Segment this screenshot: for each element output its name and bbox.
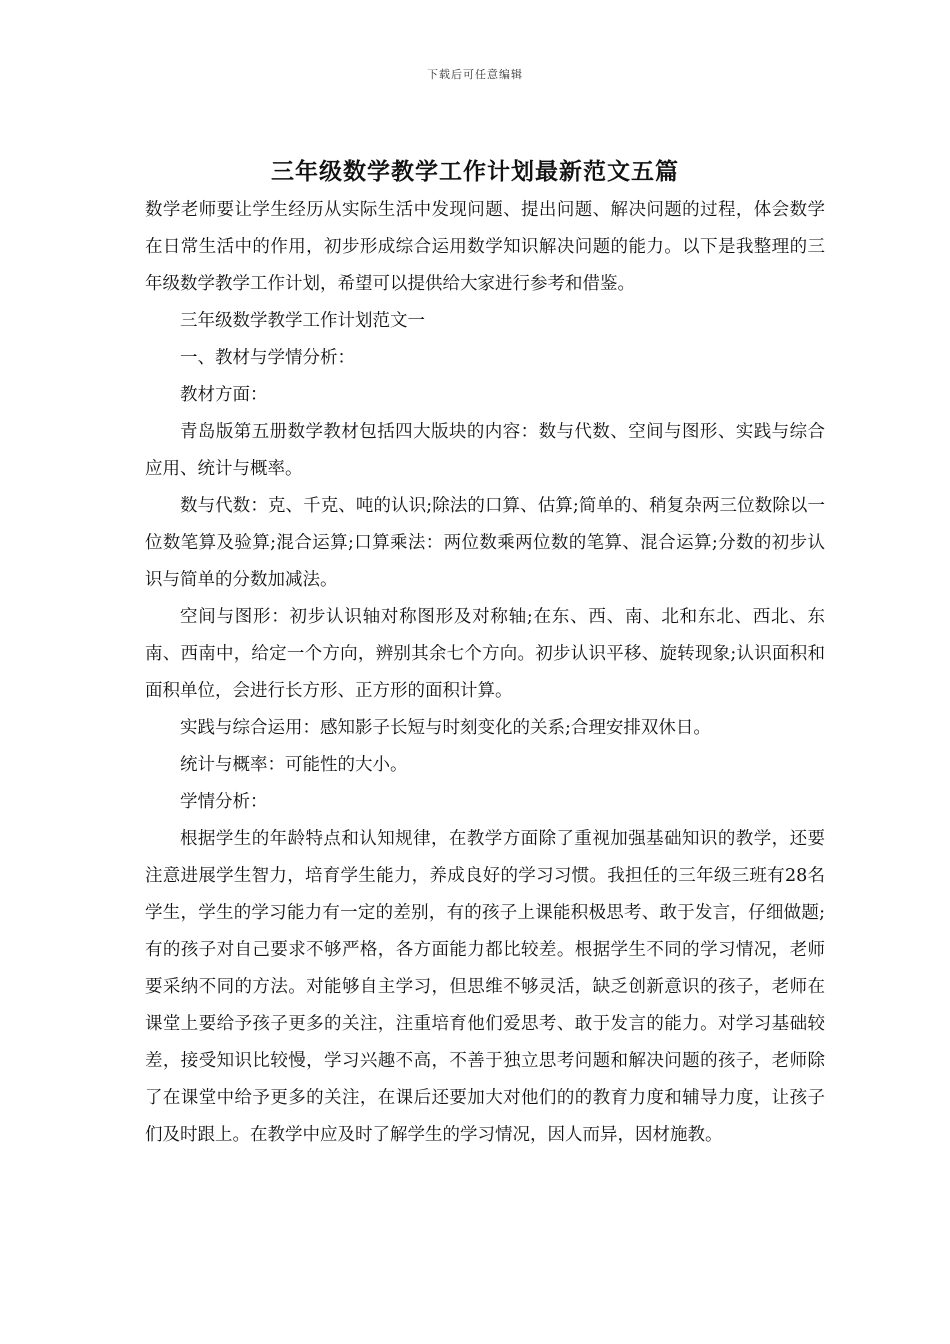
document-title: 三年级数学教学工作计划最新范文五篇 [271, 158, 679, 185]
numbers-algebra-paragraph: 数与代数：克、千克、吨的认识;除法的口算、估算;简单的、稍复杂两三位数除以一位数笔算及验算;混合运算;口算乘法：两位数乘两位数的笔算、混合运算;分数的初步认识与简单的分数加减法。 [145, 496, 825, 590]
textbook-overview-paragraph: 青岛版第五册数学教材包括四大版块的内容：数与代数、空间与图形、实践与综合应用、统计与概率。 [145, 422, 825, 479]
analysis-heading: 一、教材与学情分析： [180, 348, 355, 368]
practice-paragraph: 实践与综合运用：感知影子长短与时刻变化的关系;合理安排双休日。 [180, 718, 711, 738]
space-shape-paragraph: 空间与图形：初步认识轴对称图形及对称轴;在东、西、南、北和东北、西北、东南、西南中，给定一个方向，辨别其余七个方向。初步认识平移、旋转现象;认识面积和面积单位，会进行长方形、正方形的面积计算。 [145, 607, 825, 701]
textbook-heading: 教材方面： [180, 385, 268, 405]
section-title: 三年级数学教学工作计划范文一 [180, 311, 425, 331]
header-note: 下载后可任意编辑 [427, 68, 523, 81]
document-body [145, 192, 825, 1154]
student-analysis-heading: 学情分析： [180, 792, 268, 812]
student-analysis-paragraph: 根据学生的年龄特点和认知规律，在教学方面除了重视加强基础知识的教学，还要注意进展学生智力，培育学生能力，养成良好的学习习惯。我担任的三年级三班有28名学生，学生的学习能力有一定的差别，有的孩子上课能积极思考、敢于发言，仔细做题;有的孩子对自己要求不够严格，各方面能力都比较差。根据学生不同的学习情况，老师要采纳不同的方法。对能够自主学习，但思维不够灵活，缺乏创新意识的孩子，老师在课堂上要给予孩子更多的关注，注重培育他们爱思考、敢于发言的能力。对学习基础较差，接受知识比较慢，学习兴趣不高，不善于独立思考问题和解决问题的孩子，老师除了在课堂中给予更多的关注，在课后还要加大对他们的的教育力度和辅导力度，让孩子们及时跟上。在教学中应及时了解学生的学习情况，因人而异，因材施教。 [145, 829, 825, 1145]
statistics-paragraph: 统计与概率：可能性的大小。 [180, 755, 408, 775]
intro-paragraph: 数学老师要让学生经历从实际生活中发现问题、提出问题、解决问题的过程，体会数学在日常生活中的作用，初步形成综合运用数学知识解决问题的能力。以下是我整理的三年级数学教学工作计划，希望可以提供给大家进行参考和借鉴。 [145, 200, 825, 294]
